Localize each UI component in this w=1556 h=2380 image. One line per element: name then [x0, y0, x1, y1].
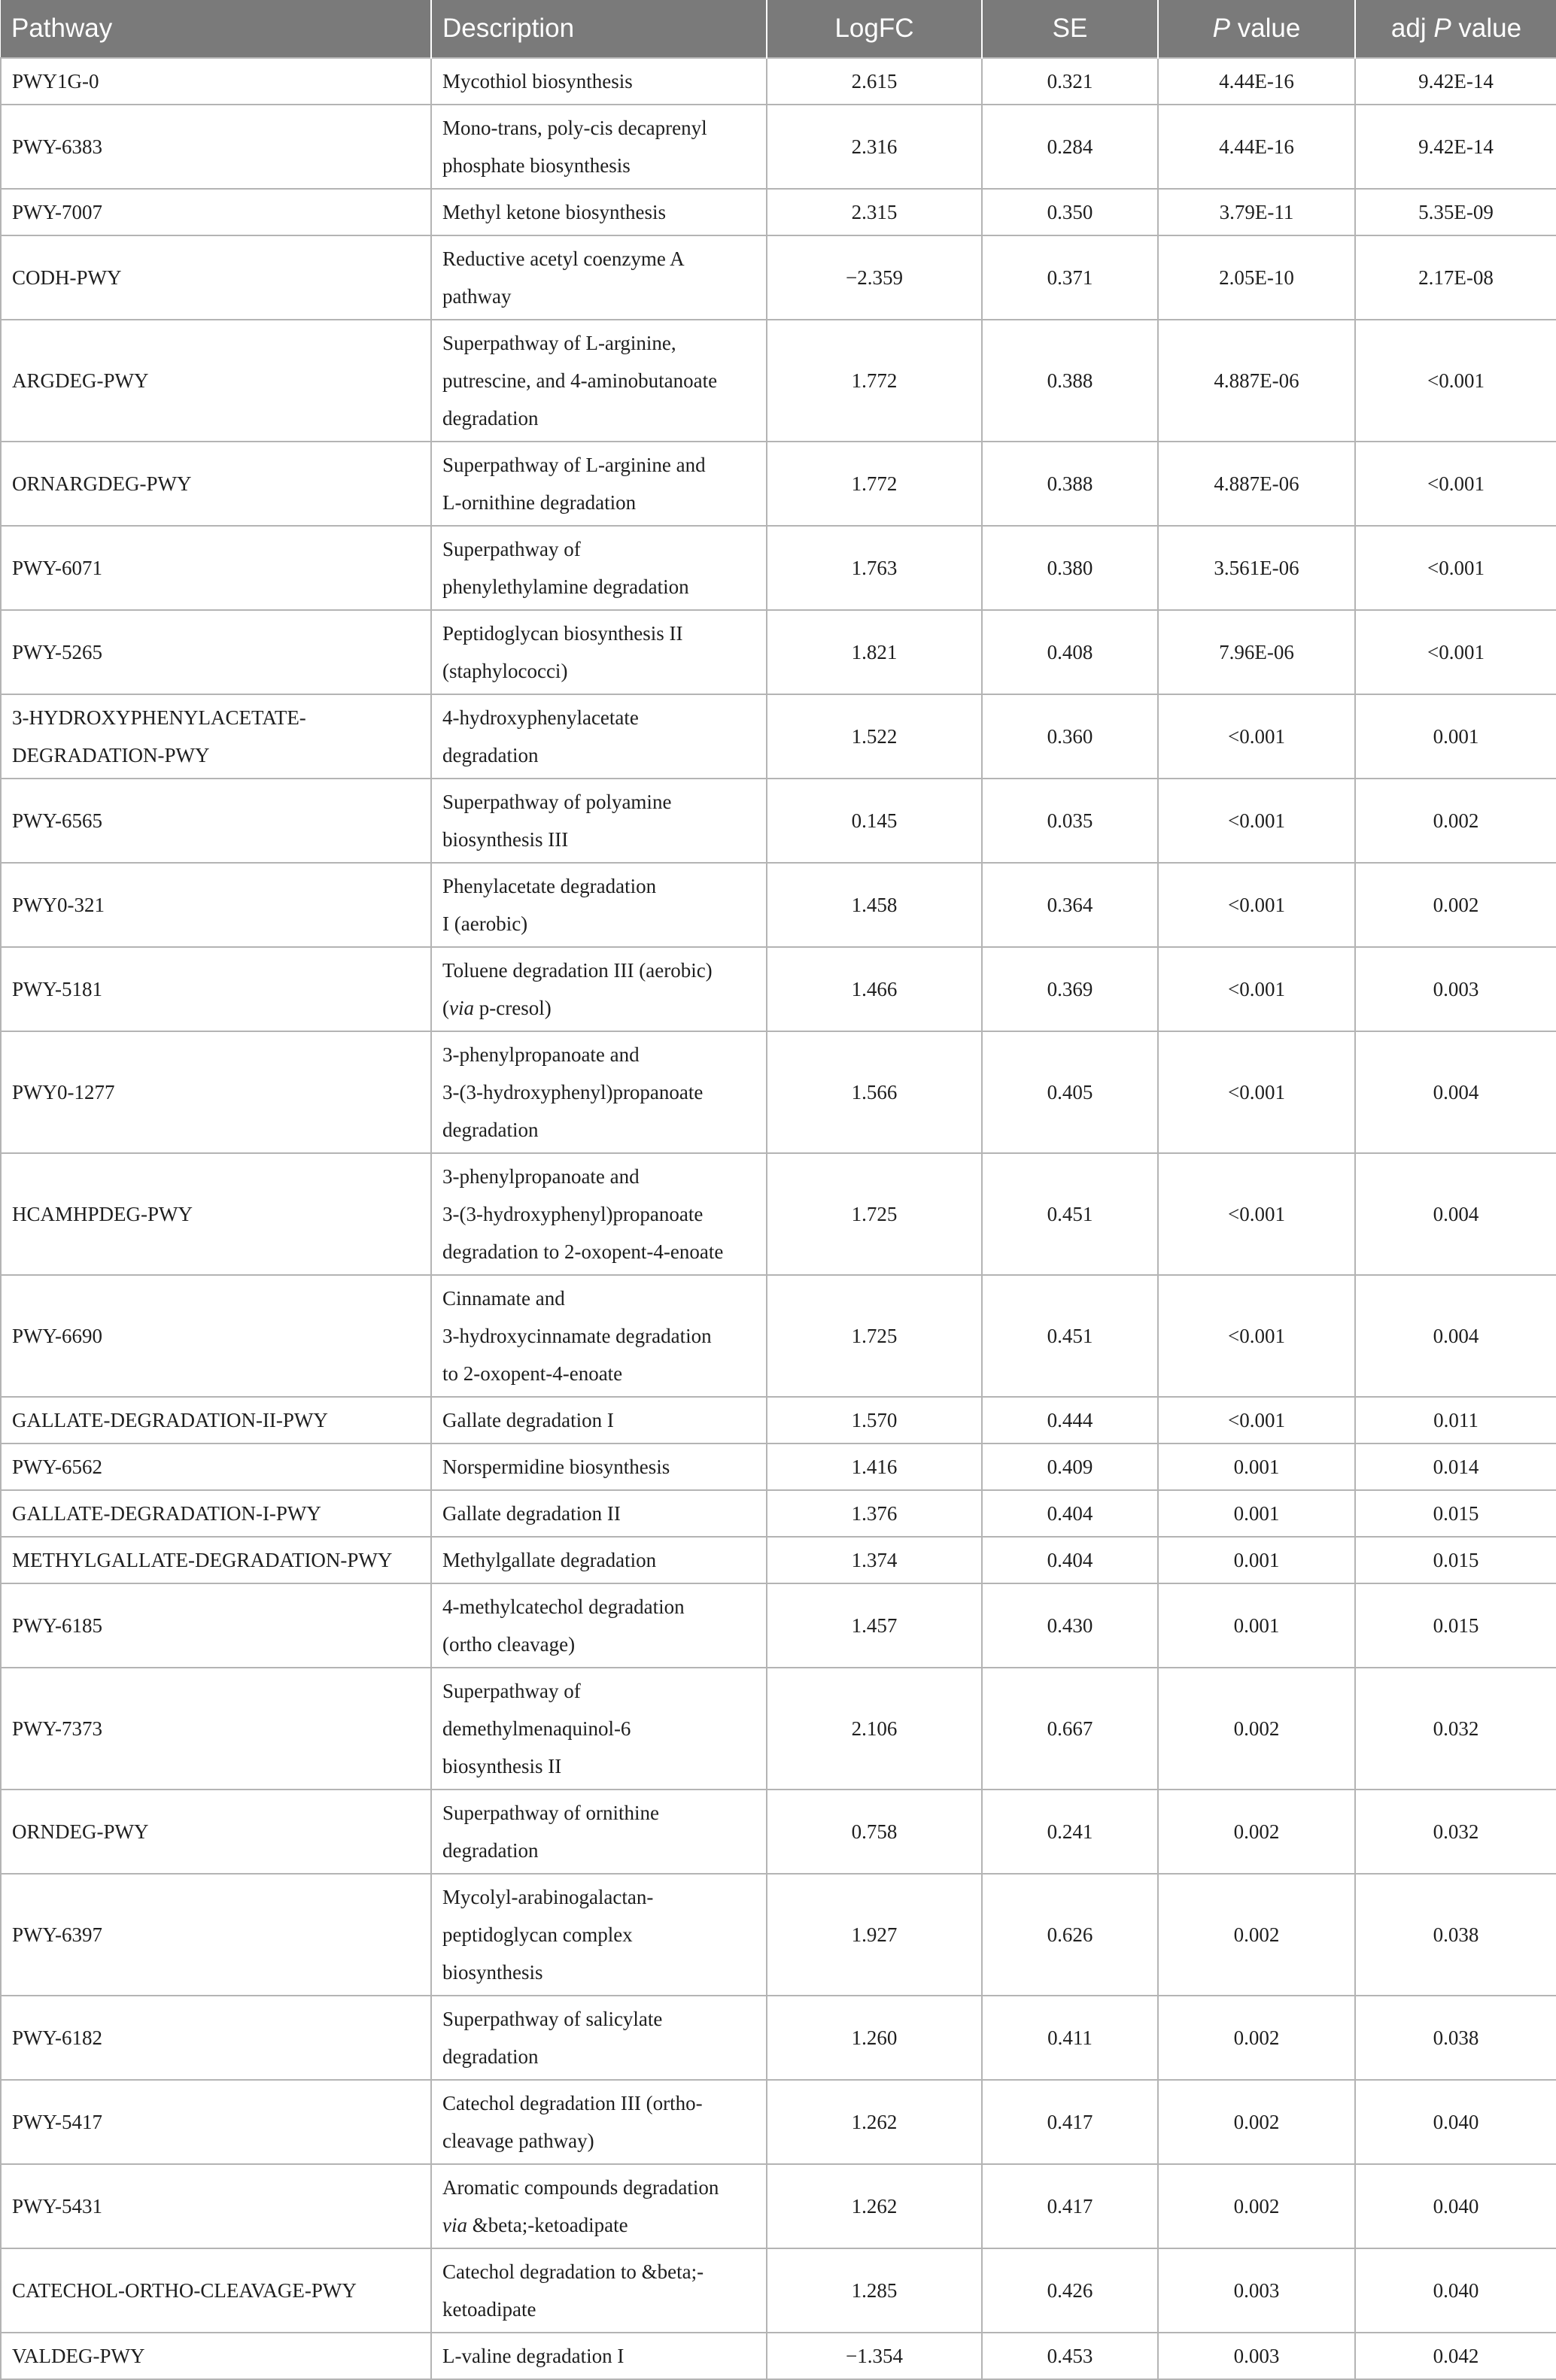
- adj-p-value-cell: 0.040: [1355, 2080, 1556, 2164]
- pathway-cell: ARGDEG-PWY: [1, 320, 431, 442]
- table-row: [1, 1790, 1556, 1874]
- adj-p-value-cell: 0.042: [1355, 2333, 1556, 2379]
- logfc-cell: 1.570: [767, 1397, 982, 1443]
- logfc-cell: 1.927: [767, 1874, 982, 1996]
- table-row: [1, 1275, 1556, 1397]
- adj-p-value-cell: 9.42E-14: [1355, 58, 1556, 105]
- se-cell: 0.404: [982, 1490, 1158, 1537]
- logfc-cell: 1.522: [767, 694, 982, 779]
- header-se: SE: [982, 0, 1158, 58]
- p-value-cell: <0.001: [1158, 863, 1355, 947]
- se-cell: 0.409: [982, 1443, 1158, 1490]
- table-row: [1, 2333, 1556, 2379]
- adj-p-value-cell: 0.032: [1355, 1790, 1556, 1874]
- se-cell: 0.405: [982, 1031, 1158, 1153]
- logfc-cell: 1.260: [767, 1996, 982, 2080]
- logfc-cell: −1.354: [767, 2333, 982, 2379]
- pathway-cell: PWY-7373: [1, 1668, 431, 1790]
- description-part: &beta;-ketoadipate: [467, 2214, 628, 2236]
- description-cell: Methylgallate degradation: [431, 1537, 767, 1583]
- table-row: [1, 1583, 1556, 1668]
- logfc-cell: 1.725: [767, 1153, 982, 1275]
- pathway-cell: ORNARGDEG-PWY: [1, 442, 431, 526]
- description-italic-part: via: [442, 2214, 467, 2236]
- logfc-cell: 1.763: [767, 526, 982, 610]
- description-italic-part: via: [449, 997, 474, 1019]
- pathway-cell: PWY-5431: [1, 2164, 431, 2248]
- logfc-cell: 1.466: [767, 947, 982, 1031]
- table-row: [1, 947, 1556, 1031]
- pathway-cell: PWY-6185: [1, 1583, 431, 1668]
- adj-p-value-cell: 5.35E-09: [1355, 189, 1556, 235]
- table-row: [1, 1537, 1556, 1583]
- table-header: [1, 0, 1556, 58]
- description-cell: Methyl ketone biosynthesis: [431, 189, 767, 235]
- header-adj-suffix: value: [1451, 14, 1522, 43]
- p-value-cell: 3.561E-06: [1158, 526, 1355, 610]
- logfc-cell: −2.359: [767, 235, 982, 320]
- table-row: [1, 442, 1556, 526]
- adj-p-value-cell: 0.015: [1355, 1537, 1556, 1583]
- se-cell: 0.388: [982, 442, 1158, 526]
- description-cell: [431, 2164, 767, 2248]
- description-part: Aromatic compounds degradation: [442, 2176, 719, 2199]
- p-value-cell: <0.001: [1158, 779, 1355, 863]
- description-part: p-cresol): [474, 997, 552, 1019]
- pathway-cell: VALDEG-PWY: [1, 2333, 431, 2379]
- se-cell: 0.451: [982, 1153, 1158, 1275]
- pathway-cell: GALLATE-DEGRADATION-I-PWY: [1, 1490, 431, 1537]
- adj-p-value-cell: <0.001: [1355, 320, 1556, 442]
- pathway-cell: GALLATE-DEGRADATION-II-PWY: [1, 1397, 431, 1443]
- description-cell: Superpathway of salicylate degradation: [431, 1996, 767, 2080]
- se-cell: 0.426: [982, 2248, 1158, 2333]
- se-cell: 0.667: [982, 1668, 1158, 1790]
- description-cell: 4-methylcatechol degradation (ortho cleavage): [431, 1583, 767, 1668]
- pathway-cell: PWY-5417: [1, 2080, 431, 2164]
- description-cell: Superpathway of L-arginine, putrescine, and 4-aminobutanoate degradation: [431, 320, 767, 442]
- description-cell: Peptidoglycan biosynthesis II (staphylococci): [431, 610, 767, 694]
- description-cell: Cinnamate and 3-hydroxycinnamate degradation to 2-oxopent-4-enoate: [431, 1275, 767, 1397]
- p-value-cell: 0.002: [1158, 2164, 1355, 2248]
- table-row: [1, 2164, 1556, 2248]
- se-cell: 0.388: [982, 320, 1158, 442]
- description-cell: Superpathway of demethylmenaquinol-6 biosynthesis II: [431, 1668, 767, 1790]
- se-cell: 0.417: [982, 2164, 1158, 2248]
- se-cell: 0.430: [982, 1583, 1158, 1668]
- se-cell: 0.241: [982, 1790, 1158, 1874]
- p-value-cell: 7.96E-06: [1158, 610, 1355, 694]
- logfc-cell: 0.145: [767, 779, 982, 863]
- adj-p-value-cell: 9.42E-14: [1355, 105, 1556, 189]
- adj-p-value-cell: 0.002: [1355, 779, 1556, 863]
- table-row: [1, 1153, 1556, 1275]
- pathway-cell: PWY-5181: [1, 947, 431, 1031]
- logfc-cell: 1.772: [767, 320, 982, 442]
- pathway-cell: PWY-6383: [1, 105, 431, 189]
- se-cell: 0.360: [982, 694, 1158, 779]
- logfc-cell: 1.374: [767, 1537, 982, 1583]
- table-row: [1, 2080, 1556, 2164]
- pathway-cell: PWY-6690: [1, 1275, 431, 1397]
- logfc-cell: 1.285: [767, 2248, 982, 2333]
- adj-p-value-cell: 0.001: [1355, 694, 1556, 779]
- p-value-cell: 4.887E-06: [1158, 442, 1355, 526]
- logfc-cell: 1.416: [767, 1443, 982, 1490]
- table-row: [1, 320, 1556, 442]
- description-cell: Mycolyl-arabinogalactan- peptidoglycan complex biosynthesis: [431, 1874, 767, 1996]
- table-row: [1, 235, 1556, 320]
- logfc-cell: 0.758: [767, 1790, 982, 1874]
- pathway-cell: METHYLGALLATE-DEGRADATION-PWY: [1, 1537, 431, 1583]
- table-row: [1, 58, 1556, 105]
- adj-p-value-cell: 2.17E-08: [1355, 235, 1556, 320]
- logfc-cell: 1.262: [767, 2080, 982, 2164]
- pathway-cell: PWY0-321: [1, 863, 431, 947]
- logfc-cell: 1.772: [767, 442, 982, 526]
- p-value-cell: 0.001: [1158, 1490, 1355, 1537]
- header-adj-p-value: [1355, 0, 1556, 58]
- p-value-cell: 0.001: [1158, 1537, 1355, 1583]
- pathway-cell: CATECHOL-ORTHO-CLEAVAGE-PWY: [1, 2248, 431, 2333]
- description-cell: Mycothiol biosynthesis: [431, 58, 767, 105]
- header-pathway: Pathway: [1, 0, 431, 58]
- header-adj-prefix: adj: [1390, 14, 1434, 43]
- pathway-cell: PWY-5265: [1, 610, 431, 694]
- pathway-cell: PWY-6182: [1, 1996, 431, 2080]
- adj-p-value-cell: 0.038: [1355, 1874, 1556, 1996]
- p-value-cell: 0.002: [1158, 1668, 1355, 1790]
- pathway-cell: PWY-6565: [1, 779, 431, 863]
- pathway-cell: ORNDEG-PWY: [1, 1790, 431, 1874]
- table-row: [1, 863, 1556, 947]
- p-value-cell: 0.003: [1158, 2248, 1355, 2333]
- description-cell: Superpathway of ornithine degradation: [431, 1790, 767, 1874]
- adj-p-value-cell: 0.040: [1355, 2164, 1556, 2248]
- adj-p-value-cell: 0.002: [1355, 863, 1556, 947]
- p-value-cell: 0.001: [1158, 1443, 1355, 1490]
- table-row: [1, 189, 1556, 235]
- logfc-cell: 1.376: [767, 1490, 982, 1537]
- header-p-suffix: value: [1229, 14, 1301, 43]
- p-value-cell: 0.002: [1158, 1996, 1355, 2080]
- logfc-cell: 1.458: [767, 863, 982, 947]
- adj-p-value-cell: <0.001: [1355, 610, 1556, 694]
- description-cell: 4-hydroxyphenylacetate degradation: [431, 694, 767, 779]
- description-cell: Catechol degradation III (ortho- cleavage pathway): [431, 2080, 767, 2164]
- pathway-cell: HCAMHPDEG-PWY: [1, 1153, 431, 1275]
- header-p-value: [1158, 0, 1355, 58]
- se-cell: 0.411: [982, 1996, 1158, 2080]
- table-row: [1, 1443, 1556, 1490]
- p-value-cell: <0.001: [1158, 947, 1355, 1031]
- table-row: [1, 1397, 1556, 1443]
- description-part: Toluene degradation III (aerobic) (: [442, 959, 713, 1019]
- description-cell: [431, 947, 767, 1031]
- table-row: [1, 1668, 1556, 1790]
- logfc-cell: 1.725: [767, 1275, 982, 1397]
- table-row: [1, 1490, 1556, 1537]
- adj-p-value-cell: 0.004: [1355, 1031, 1556, 1153]
- pathway-cell: PWY0-1277: [1, 1031, 431, 1153]
- table-row: [1, 1996, 1556, 2080]
- table-row: [1, 1031, 1556, 1153]
- header-row: [1, 0, 1556, 58]
- se-cell: 0.417: [982, 2080, 1158, 2164]
- description-cell: Phenylacetate degradation I (aerobic): [431, 863, 767, 947]
- logfc-cell: 2.615: [767, 58, 982, 105]
- pathway-cell: PWY-6071: [1, 526, 431, 610]
- table-row: [1, 526, 1556, 610]
- table-row: [1, 694, 1556, 779]
- description-cell: Mono-trans, poly-cis decaprenyl phosphate biosynthesis: [431, 105, 767, 189]
- p-value-cell: <0.001: [1158, 1397, 1355, 1443]
- p-value-cell: <0.001: [1158, 1153, 1355, 1275]
- adj-p-value-cell: 0.032: [1355, 1668, 1556, 1790]
- description-cell: Superpathway of phenylethylamine degradation: [431, 526, 767, 610]
- description-cell: Gallate degradation I: [431, 1397, 767, 1443]
- table-row: [1, 779, 1556, 863]
- adj-p-value-cell: 0.014: [1355, 1443, 1556, 1490]
- se-cell: 0.350: [982, 189, 1158, 235]
- header-p-italic: P: [1212, 14, 1230, 43]
- se-cell: 0.626: [982, 1874, 1158, 1996]
- p-value-cell: 0.002: [1158, 2080, 1355, 2164]
- se-cell: 0.453: [982, 2333, 1158, 2379]
- adj-p-value-cell: 0.004: [1355, 1275, 1556, 1397]
- p-value-cell: 4.887E-06: [1158, 320, 1355, 442]
- se-cell: 0.371: [982, 235, 1158, 320]
- adj-p-value-cell: <0.001: [1355, 442, 1556, 526]
- pathway-cell: PWY-7007: [1, 189, 431, 235]
- table-row: [1, 2248, 1556, 2333]
- table-body: [1, 58, 1556, 2379]
- table-row: [1, 105, 1556, 189]
- adj-p-value-cell: 0.004: [1355, 1153, 1556, 1275]
- se-cell: 0.408: [982, 610, 1158, 694]
- adj-p-value-cell: 0.011: [1355, 1397, 1556, 1443]
- table-row: [1, 1874, 1556, 1996]
- pathway-cell: 3-HYDROXYPHENYLACETATE- DEGRADATION-PWY: [1, 694, 431, 779]
- logfc-cell: 2.315: [767, 189, 982, 235]
- description-cell: 3-phenylpropanoate and 3-(3-hydroxyphenyl)propanoate degradation: [431, 1031, 767, 1153]
- se-cell: 0.369: [982, 947, 1158, 1031]
- se-cell: 0.284: [982, 105, 1158, 189]
- pathway-cell: PWY-6562: [1, 1443, 431, 1490]
- p-value-cell: 4.44E-16: [1158, 105, 1355, 189]
- header-logfc: LogFC: [767, 0, 982, 58]
- description-cell: Gallate degradation II: [431, 1490, 767, 1537]
- description-cell: Catechol degradation to &beta;- ketoadipate: [431, 2248, 767, 2333]
- adj-p-value-cell: <0.001: [1355, 526, 1556, 610]
- se-cell: 0.451: [982, 1275, 1158, 1397]
- se-cell: 0.444: [982, 1397, 1158, 1443]
- logfc-cell: 1.262: [767, 2164, 982, 2248]
- p-value-cell: 4.44E-16: [1158, 58, 1355, 105]
- description-cell: Reductive acetyl coenzyme A pathway: [431, 235, 767, 320]
- se-cell: 0.035: [982, 779, 1158, 863]
- se-cell: 0.380: [982, 526, 1158, 610]
- description-cell: L-valine degradation I: [431, 2333, 767, 2379]
- p-value-cell: 0.002: [1158, 1790, 1355, 1874]
- table-row: [1, 610, 1556, 694]
- pathway-cell: PWY-6397: [1, 1874, 431, 1996]
- header-description: Description: [431, 0, 767, 58]
- p-value-cell: <0.001: [1158, 1031, 1355, 1153]
- header-adj-italic: P: [1433, 14, 1451, 43]
- pathway-cell: CODH-PWY: [1, 235, 431, 320]
- pathway-cell: PWY1G-0: [1, 58, 431, 105]
- p-value-cell: 2.05E-10: [1158, 235, 1355, 320]
- p-value-cell: <0.001: [1158, 1275, 1355, 1397]
- logfc-cell: 1.566: [767, 1031, 982, 1153]
- description-cell: 3-phenylpropanoate and 3-(3-hydroxyphenyl)propanoate degradation to 2-oxopent-4-enoate: [431, 1153, 767, 1275]
- adj-p-value-cell: 0.015: [1355, 1583, 1556, 1668]
- adj-p-value-cell: 0.003: [1355, 947, 1556, 1031]
- description-cell: Superpathway of polyamine biosynthesis III: [431, 779, 767, 863]
- p-value-cell: <0.001: [1158, 694, 1355, 779]
- description-cell: Superpathway of L-arginine and L-ornithine degradation: [431, 442, 767, 526]
- logfc-cell: 1.821: [767, 610, 982, 694]
- p-value-cell: 0.003: [1158, 2333, 1355, 2379]
- adj-p-value-cell: 0.015: [1355, 1490, 1556, 1537]
- se-cell: 0.321: [982, 58, 1158, 105]
- description-cell: Norspermidine biosynthesis: [431, 1443, 767, 1490]
- logfc-cell: 1.457: [767, 1583, 982, 1668]
- p-value-cell: 3.79E-11: [1158, 189, 1355, 235]
- adj-p-value-cell: 0.038: [1355, 1996, 1556, 2080]
- p-value-cell: 0.002: [1158, 1874, 1355, 1996]
- se-cell: 0.364: [982, 863, 1158, 947]
- se-cell: 0.404: [982, 1537, 1158, 1583]
- logfc-cell: 2.316: [767, 105, 982, 189]
- logfc-cell: 2.106: [767, 1668, 982, 1790]
- p-value-cell: 0.001: [1158, 1583, 1355, 1668]
- adj-p-value-cell: 0.040: [1355, 2248, 1556, 2333]
